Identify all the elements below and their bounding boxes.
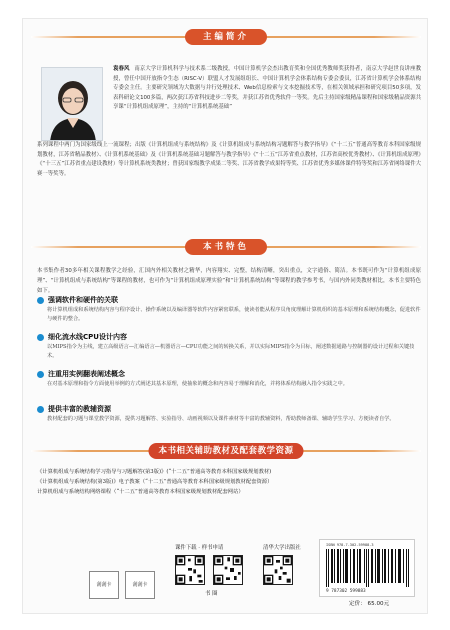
features-section-heading xyxy=(31,239,421,255)
bullet-icon xyxy=(37,406,44,413)
scratch-card: 刮刮卡 xyxy=(125,571,155,599)
scratch-card: 刮刮卡 xyxy=(89,571,119,599)
resource-item: 《计算机组成与系统结构(第3版)》电子教案（“十二五”普通高等教育本科国家级规划教材配套资源） xyxy=(37,479,273,485)
price: 定价： 65.00元 xyxy=(349,601,390,607)
feature-desc: 在对基本原理和指令方面使用举例的方式阐述其基本原理，使抽象的概念和内容易于理解和消化，并将体系结构融入指令实践之中。 xyxy=(47,381,348,387)
feature-desc: 将计算机组成和系统结构内容与程序设计、操作系统以及编译器等软件内容紧密联系，使读者能从程序员角度理解计算机组织的基本原理和系统结构概念，促进软件与硬件的整合。 xyxy=(47,307,421,322)
feature-title: 细化流水线CPU设计内容 xyxy=(48,333,127,341)
author-heading-label: 主编简介 xyxy=(185,29,267,45)
feature-desc: 教材配套的习题与课堂教学资源，提供习题解答、实验指导、动画视频以及课件素材等丰富的教辅资料，帮助教师备课、辅助学生学习、方便读者自学。 xyxy=(47,416,395,422)
qr-tsinghua-label: 清华大学出版社 xyxy=(263,545,301,551)
author-section-heading xyxy=(31,29,421,45)
feature-item xyxy=(37,369,421,389)
author-bio-first: 南京大学计算机科学与技术系二级教授，中国计算机学会杰出教育奖和全国优秀教师奖获得者，南京大学赵世良讲座教授，曾任中国开放指令生态（RISC-V）联盟人才发展组组长、中国计算机学会体系结构专委会委员，江苏省计算机学会体系结构专委会主任。主要研究领域为大数据与并行处理技术、Web信息检索与文本挖掘技术等，在相关领域承担和研究项目50多项，发表科研论文100多篇，两次获江苏省科技进步二等奖，并获江苏省优秀软件一等奖。先后主持国家级精品课程和国家级精品资源共享课“计算机组成原理”，主持的“计算机系统基础” xyxy=(113,66,421,111)
qr-code-icon xyxy=(263,555,293,585)
author-bio xyxy=(113,65,421,113)
bullet-icon xyxy=(37,334,44,341)
features-intro: 本书集作者30多年相关课程教学之经验，汇国内外相关教材之精华，内容翔实、完整，结构清晰，突出重点，文字通俗、简洁。本书既可作为“计算机组成原理”、“计算机组成与系统结构”等课程的教材，也可作为“计算机组成原理实验”和“计算机系统结构”等课程的教学参考书，与国内外同类教材相比，本书主要特色如下。 xyxy=(37,268,421,294)
bullet-icon xyxy=(37,297,44,304)
isbn-top-text: ISBN 978-7-302-59988-3 xyxy=(326,543,374,547)
resources-heading-label: 本书相关辅助教材及配套教学资源 xyxy=(148,443,303,459)
feature-item xyxy=(37,295,421,324)
qr-code-icon xyxy=(213,555,243,585)
feature-title: 注重用实例翻表阐述概念 xyxy=(48,370,125,378)
qr-group-label: 课件下载 · 样书申请 xyxy=(175,545,224,551)
author-bio-continued: 系列课程中两门为国家级线上一流课程；出版《计算机组成与系统结构》及《计算机组成与系统结构习题解答与教学指导》《“十二五”普通高等教育本科国家级规划教材，江苏省精品教材）、《计算机系统基础》及《计算机系统基础习题解答与教学指导》《“十二五”江苏省重点教材，江苏省高校优秀教材）、《计算机组成原理》《“十三五”江苏省重点建设教材）等计算机系统类教材；曾获国家级教学成果二等奖、江苏省教学成果特等奖、江苏省优秀多媒体课件特等奖和江苏省网络课件大赛一等奖等。 xyxy=(37,142,421,177)
feature-title: 提供丰富的教辅资源 xyxy=(48,405,111,413)
feature-desc: 以MIPS指令为主线，建立高级语言—汇编语言—机器语言—CPU功能之间的转换关系，并以实际MIPS指令为目标，阐述数据通路与控制器的设计过程和关键技术。 xyxy=(47,344,415,359)
barcode xyxy=(319,539,415,597)
book-back-cover xyxy=(22,18,428,614)
feature-item xyxy=(37,332,421,361)
isbn-bottom-text: 9 787302 599883 xyxy=(326,589,366,594)
qr-caption: 书 圈 xyxy=(205,591,218,597)
barcode-icon xyxy=(326,549,410,587)
feature-title: 强调软件和硬件的关联 xyxy=(48,296,118,304)
qr-code-icon xyxy=(175,555,205,585)
features-heading-label: 本书特色 xyxy=(185,239,267,255)
author-photo xyxy=(41,67,103,141)
bullet-icon xyxy=(37,371,44,378)
author-name: 袁春风 xyxy=(113,66,130,72)
feature-item xyxy=(37,404,421,424)
resource-item: 《计算机组成与系统结构学习指导与习题解答(第3版)》(“十二五”普通高等教育本科国家级规划教材) xyxy=(37,469,272,475)
resources-list xyxy=(37,467,421,497)
resources-section-heading xyxy=(31,443,421,459)
resource-item: 计算机组成与系统结构网络课程（“十二五”普通高等教育本科国家级规划教材配套网站） xyxy=(37,489,244,495)
